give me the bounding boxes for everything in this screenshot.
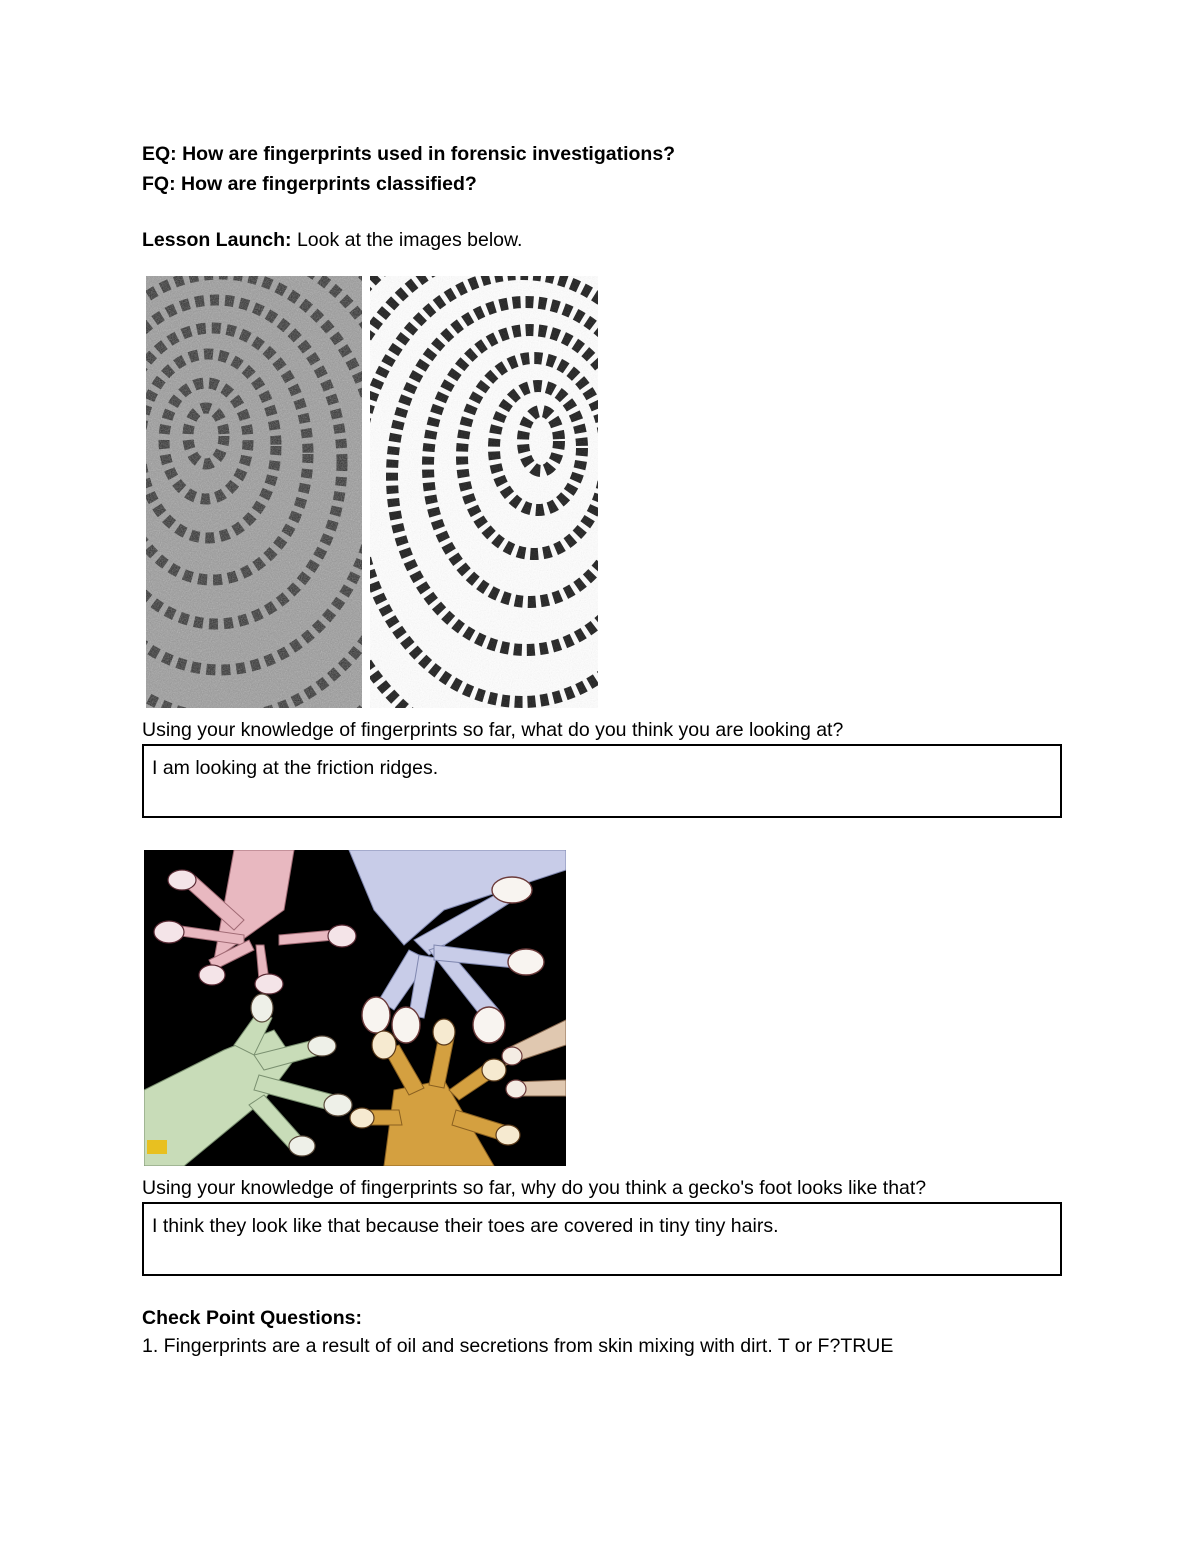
eq-label: EQ: xyxy=(142,143,177,165)
gecko-image xyxy=(144,850,566,1166)
lesson-launch xyxy=(142,228,522,252)
fq-label: FQ: xyxy=(142,173,176,195)
fingerprint-image xyxy=(146,276,598,708)
checkpoint-item-1 xyxy=(142,1334,893,1358)
question-2-prompt: Using your knowledge of fingerprints so far, why do you think a gecko's foot looks like that? xyxy=(142,1177,927,1199)
essential-question xyxy=(142,142,675,166)
question-1-prompt: Using your knowledge of fingerprints so far, what do you think you are looking at? xyxy=(142,719,844,741)
gecko-feet-icon xyxy=(144,850,566,1166)
eq-text: How are fingerprints used in forensic investigations? xyxy=(182,143,676,165)
focus-question xyxy=(142,172,477,196)
answer-box-1[interactable] xyxy=(142,744,1062,818)
lesson-launch-text: Look at the images below. xyxy=(296,229,523,251)
checkpoint-item-1-answer[interactable]: TRUE xyxy=(840,1335,894,1357)
answer-2-text: I think they look like that because their toes are covered in tiny tiny hairs. xyxy=(152,1215,779,1237)
answer-box-2[interactable] xyxy=(142,1202,1062,1276)
fq-text: How are fingerprints classified? xyxy=(181,173,477,195)
answer-1-text: I am looking at the friction ridges. xyxy=(152,757,439,779)
checkpoint-heading: Check Point Questions: xyxy=(142,1307,362,1329)
lesson-launch-label: Lesson Launch: xyxy=(142,229,292,251)
checkpoint-item-1-text: 1. Fingerprints are a result of oil and secretions from skin mixing with dirt. T or F? xyxy=(142,1335,841,1357)
fingerprint-closeup-icon xyxy=(146,276,598,708)
